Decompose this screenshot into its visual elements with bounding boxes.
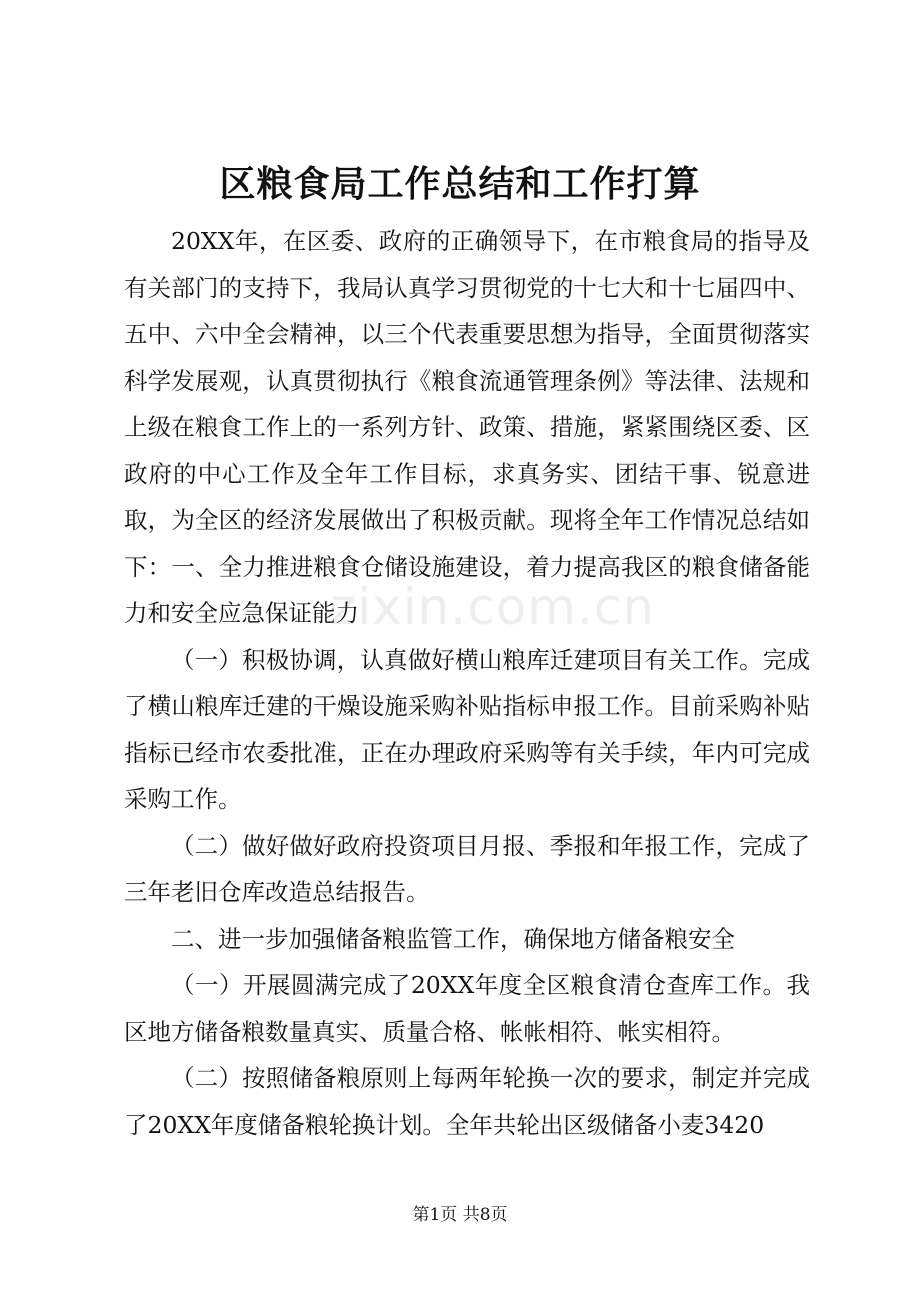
paragraph-2-1: （一）开展圆满完成了20XX年度全区粮食清仓查库工作。我区地方储备粮数量真实、质量合格、帐帐相符、帐实相符。 (124, 971, 810, 1046)
paragraph-1-1: （一）积极协调，认真做好横山粮库迁建项目有关工作。完成了横山粮库迁建的干燥设施采购补贴指标申报工作。目前采购补贴指标已经市农委批准，正在办理政府采购等有关手续，年内可完成采购工作。 (124, 645, 810, 813)
document-title: 区粮食局工作总结和工作打算 (219, 163, 701, 205)
paragraph-intro: 20XX年，在区委、政府的正确领导下，在市粮食局的指导及有关部门的支持下，我局认真学习贯彻党的十七大和十七届四中、五中、六中全会精神，以三个代表重要思想为指导，全面贯彻落实科学发展观，认真贯彻执行《粮食流通管理条例》等法律、法规和上级在粮食工作上的一系列方针、政策、措施，紧紧围绕区委、区政府的中心工作及全年工作目标，求真务实、团结干事、锐意进取，为全区的经济发展做出了积极贡献。现将全年工作情况总结如下：一、全力推进粮食仓储设施建设，着力提高我区的粮食储备能力和安全应急保证能力 (124, 227, 810, 627)
paragraph-1-2: （二）做好做好政府投资项目月报、季报和年报工作，完成了三年老旧仓库改造总结报告。 (124, 831, 810, 906)
page-footer: 第1页 共8页 (412, 1205, 508, 1225)
document-body (124, 218, 810, 1148)
paragraph-2-2: （二）按照储备粮原则上每两年轮换一次的要求，制定并完成了20XX年度储备粮轮换计划。全年共轮出区级储备小麦3420 (124, 1064, 810, 1139)
section-heading-2: 二、进一步加强储备粮监管工作，确保地方储备粮安全 (171, 924, 735, 953)
watermark: zixin.com.cn (330, 578, 656, 636)
